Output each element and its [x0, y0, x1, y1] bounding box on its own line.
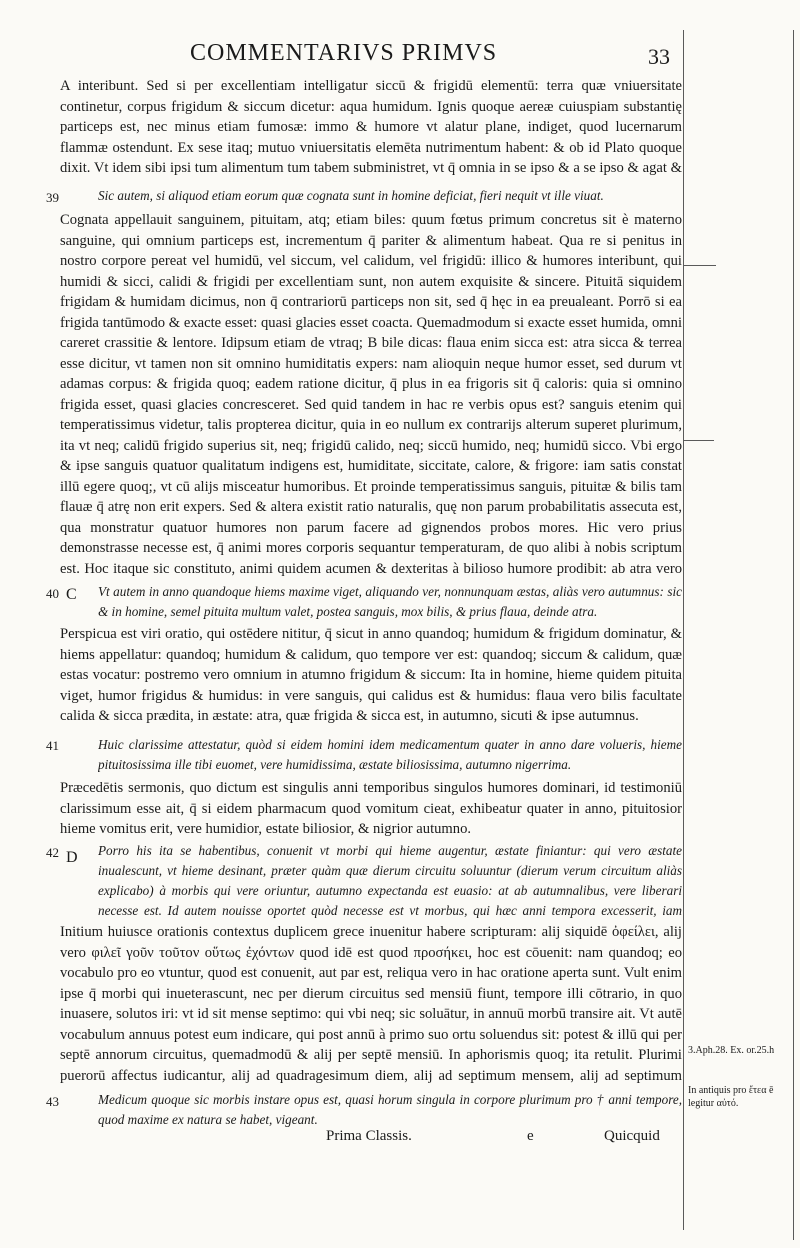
aphorism-number: 39 — [46, 190, 59, 205]
margin-pointer-line — [684, 440, 714, 441]
page-edge-rule — [793, 30, 794, 1240]
aphorism-number: 41 — [46, 738, 59, 753]
aphorism-quote: Porro his ita se habentibus, conuenit vt morbi qui hieme augentur, æstate finiantur: qui vero æstate inualescunt, vt hieme desinant, præter quàm quæ dierum circuitu soluuntur (dierum verum circuitum aliàs explicabo) à morbis qui vere oriuntur, autumno expectanda est euasio: at ab autumnalibus, vere liberari necesse est. Id autem nouisse oportet quòd necesse est vt morbus, qui hæc anni tempora excesserit, iam — [98, 843, 682, 918]
margin-note: In antiquis pro ἔτεα ē legitur αὐτό. — [688, 1085, 774, 1109]
aphorism-quote: Medicum quoque sic morbis instare opus est, quasi horum singula in corpore plurimum pro † anni tempore, quod maxime ex natura se habet, vigeant. — [98, 1092, 682, 1127]
commentary-paragraph: Cognata appellauit sanguinem, pituitam, atq; etiam biles: quum fœtus primum concretus sit è materno sanguine, qui omnium particeps est, incrementum q̄ pariter & alimentum habeat. Qua re si penitus in nostro corpore pereat vel humidū, vel siccum, vel calidum, vel frigidū: illico & humores interibunt, qui humidi & sicci, calidi & frigidi per excellentiam sunt, non autem exquisite & sincere. Pituitā siquidem frigidam & humidam dicimus, non q̄ contrariorū particeps non sit, sed q̄ hęc in ea preualeant. Porrō si ea frigida tantūmodo & exacte esset: quasi glacies esset coacta. Quemadmodum si exacte esset humida, omni careret crassitie & lentore. Idipsum etiam de vtraq; B bile dicas: flaua enim sicca est: atra sicca & terrea esse dicitur, vt tamen non sit omnino humiditatis expers: nam alioquin neque humor esset, sed durum vt adamas corpus: & frigida quoq; eadem ratione dicitur, q̄ plus in ea frigoris sit q̄ caloris: quia si omnino frigida esset, quasi glacies concresceret. Sed quid tandem in hac re verbis opus est? sanguis etenim qui temperatissimus videtur, talis propterea dicitur, quia in eo nullum ex contrarijs alterum superet plurimum, ita vt neq; calidū frigido superius sit, neq; frigidū calido, neq; siccū humido, neq; humidū sicco. Vbi ergo & ipse sanguis quatuor qualitatum indigens est, humiditate, siccitate, calore, & frigore: iam satis constat illū egere quoq;, vt cū alijs misceatur humoribus. Et proinde temperatissimus sanguis, pituitæ & bilis tam flauæ q̄ atrę non erit expers. Sed & altera existit ratio naturalis, quę non parum probabilitatis assecuta est, qua monstratur quatuor humores non parum facere ad gignendos probos mores. Hic vero prius demonstrasse necesse est, q̄ animi mores corporis sequantur temperaturam, de quo alibi à nobis scriptum est. Hoc itaque sic constituto, animi quidem acumen & dexteritas à bilioso humore prodibit: ab atra vero — [60, 212, 682, 577]
aphorism-number: 43 — [46, 1094, 59, 1109]
commentary-paragraph: Initium huiusce orationis contextus duplicem grece inuenitur habere scripturam: alij siquidē ὀφείλει, alij vero φιλεῖ γοῦν τοῦτον οὕτως ἐχόντων quod idē est quod προσήκει, hoc est cōuenit: nam quandoq; eo vocabulo pro eo vtuntur, quod est conuenit, aut par est, reliqua vero in hac oratione aperta sunt. Vult enim ipse q̄ morbi qui inueterascunt, nec per dierum circuitus sed mensiū fiunt, tempore illi cōtrario, in quo inuasere, solutos iri: vt id sit mense septimo: qui vbi neq; sic soluātur, in annuū morbū transire ait. Vt autē vocabulum annuus potest eum indicare, qui post annū à primo suo ortu soluendus sit: potest & illū qui per septē annorum circuitus, quemadmodū & alij per septē mensiū. In aphorismis quoq; ita retulit. Plurimi puerorū affectus iudicantur, alij ad quadragesimum diem, alij ad septimum mensem, alij ad septimum — [60, 924, 682, 1084]
commentary-paragraph: Perspicua est viri oratio, qui ostēdere nititur, q̄ sicut in anno quandoq; humidum & frigidum dominatur, & hiems appellatur: quandoq; humidum & calidum, quo tempore ver est: quandoq; siccum & calidum, quæ estas vocatur: postremo vero omnium in atumno frigidum & siccum: Ita in homine, hieme quidem pituita viget, humor frigidus & humidus: in vere sanguis, qui calidus est & humidus: flaua vero bilis facultate calida & sicca prædita, in æstate: atra, quæ frigida & sicca est, in autumno, sicuti & ipse autumnus. — [60, 626, 682, 724]
signature-mark: e — [527, 1128, 534, 1144]
text-column-rule — [683, 30, 684, 1230]
section-letter: C — [66, 586, 77, 603]
section-letter: D — [66, 849, 78, 866]
commentary-paragraph: A interibunt. Sed si per excellentiam intelligatur siccū & frigidū elementū: terra quæ vniuersitate continetur, corpus frigidum & siccum dicetur: aqua humidum. Ignis quoque aereæ cuiuspiam substantię particeps est, nec minus etiam fumosæ: immo & humore vt alatur plane, indiget, quod lucernarum flammæ ostendunt. Ex sese itaq; mutuo vniuersitatis elemēta nutrimentum habent: & ob id Plato quoque dixit. Vt idem sibi ipsi tum alimentum tum tabem subministret, vt q̄ omnia in se ipso & a se ipso & agat & — [60, 78, 682, 176]
commentary-paragraph: Præcedētis sermonis, quo dictum est singulis anni temporibus singulos humores dominari, id testimoniū clarissimum esse ait, q̄ si eidem pharmacum quod vomitum cieat, exhibeatur quater in anno, pituitosior hieme vomitus erit, vere humidior, estate biliosior, & nigrior autumno. — [60, 780, 682, 837]
running-header: COMMENTARIVS PRIMVS — [190, 40, 498, 66]
catchword: Quicquid — [604, 1128, 660, 1144]
margin-pointer-line — [684, 265, 716, 266]
page-number: 33 — [648, 44, 670, 69]
aphorism-quote: Vt autem in anno quandoque hiems maxime viget, aliquando ver, nonnunquam æstas, aliàs vero autumnus: sic & in homine, semel pituita multum valet, postea sanguis, mox bilis, & prius flaua, deinde atra. — [98, 584, 682, 619]
signature-label: Prima Classis. — [326, 1128, 412, 1144]
margin-note: 3.Aph.28. Ex. or.25.h — [688, 1045, 775, 1056]
aphorism-quote: Sic autem, si aliquod etiam eorum quæ cognata sunt in homine deficiat, fieri nequit vt ille viuat. — [98, 188, 604, 203]
aphorism-number: 40 — [46, 586, 59, 601]
aphorism-number: 42 — [46, 845, 59, 860]
aphorism-quote: Huic clarissime attestatur, quòd si eidem homini idem medicamentum quater in anno dare volueris, hieme pituitosissima ille tibi euomet, vere humidissima, æstate biliosissima, autumno nigerrima. — [98, 737, 682, 772]
